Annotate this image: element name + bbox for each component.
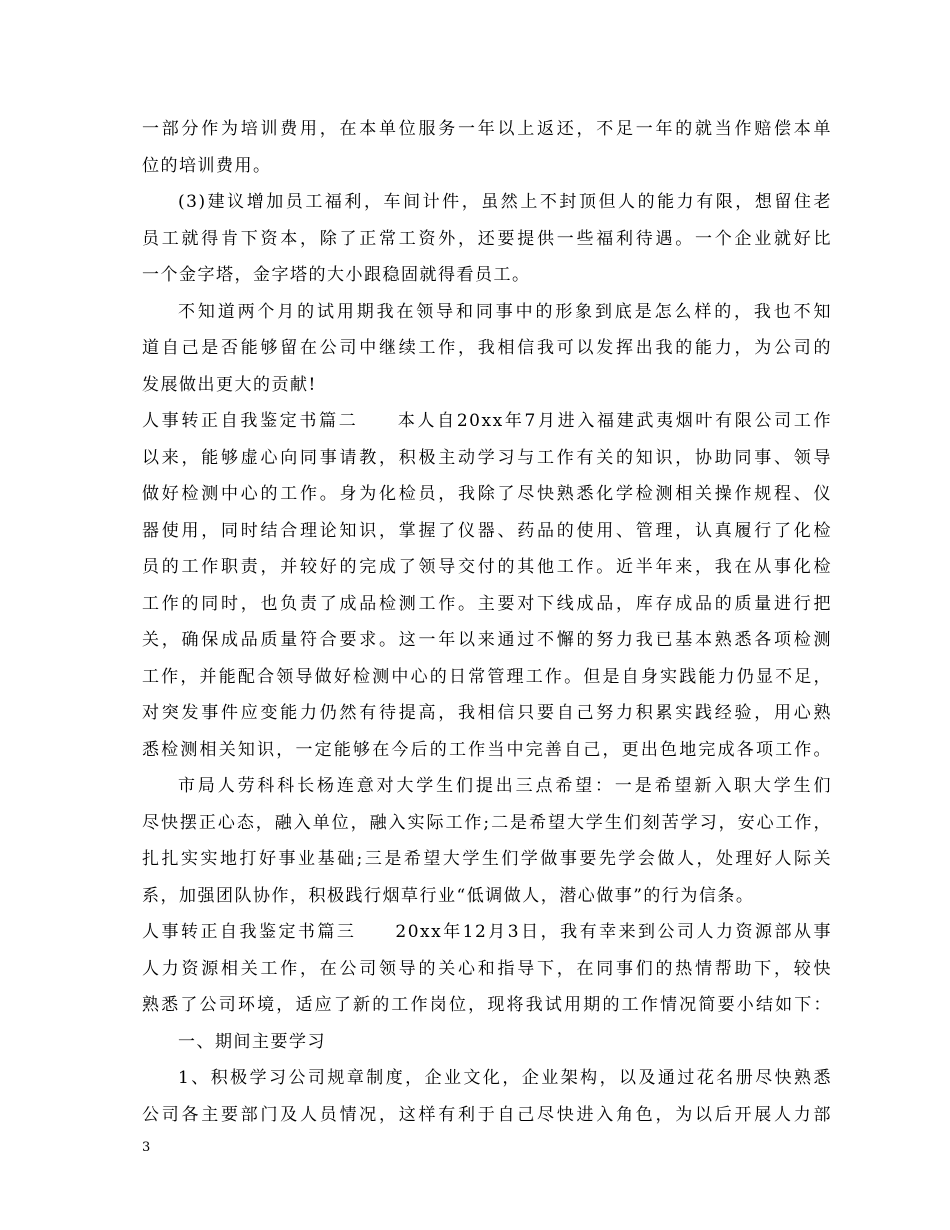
text-line: 1、积极学习公司规章制度，企业文化，企业架构，以及通过花名册尽快熟悉 xyxy=(178,1068,832,1088)
text-line: 一部分作为培训费用，在本单位服务一年以上返还，不足一年的就当作赔偿本单 xyxy=(142,119,832,139)
text-line: 做好检测中心的工作。身为化检员，我除了尽快熟悉化学检测相关操作规程、仪 xyxy=(142,484,832,504)
text-line: 公司各主要部门及人员情况，这样有利于自己尽快进入角色，为以后开展人力部 xyxy=(142,1105,832,1125)
text-line: 工作的同时，也负责了成品检测工作。主要对下线成品，库存成品的质量进行把 xyxy=(142,594,832,614)
text-line: 熟悉了公司环境，适应了新的工作岗位，现将我试用期的工作情况简要小结如下： xyxy=(142,995,832,1015)
text-line: 系，加强团队协作，积极践行烟草行业“低调做人，潜心做事”的行为信条。 xyxy=(142,886,755,906)
text-line: 器使用，同时结合理论知识，掌握了仪器、药品的使用、管理，认真履行了化检 xyxy=(142,521,832,541)
text-line: 关，确保成品质量符合要求。这一年以来通过不懈的努力我已基本熟悉各项检测 xyxy=(142,630,832,650)
text-line: 一、期间主要学习 xyxy=(178,1032,326,1052)
page-number: 3 xyxy=(142,1140,151,1155)
text-line: 员工就得肯下资本，除了正常工资外，还要提供一些福利待遇。一个企业就好比 xyxy=(142,229,832,249)
text-line: 不知道两个月的试用期我在领导和同事中的形象到底是怎么样的，我也不知 xyxy=(178,302,832,322)
text-line: 市局人劳科科长杨连意对大学生们提出三点希望：一是希望新入职大学生们 xyxy=(178,776,832,796)
text-line: 悉检测相关知识，一定能够在今后的工作当中完善自己，更出色地完成各项工作。 xyxy=(142,740,832,760)
text-line: (3)建议增加员工福利，车间计件，虽然上不封顶但人的能力有限，想留住老 xyxy=(178,192,832,212)
section-heading-line: 人事转正自我鉴定书篇二 本人自20xx年7月进入福建武夷烟叶有限公司工作 xyxy=(142,411,832,431)
text-line: 道自己是否能够留在公司中继续工作，我相信我可以发挥出我的能力，为公司的 xyxy=(142,338,832,358)
section-heading-line: 人事转正自我鉴定书篇三 20xx年12月3日，我有幸来到公司人力资源部从事 xyxy=(142,922,832,942)
text-line: 对突发事件应变能力仍然有待提高，我相信只要自己努力积累实践经验，用心熟 xyxy=(142,703,832,723)
text-line: 一个金字塔，金字塔的大小跟稳固就得看员工。 xyxy=(142,265,531,285)
text-line: 以来，能够虚心向同事请教，积极主动学习与工作有关的知识，协助同事、领导 xyxy=(142,448,832,468)
text-line: 发展做出更大的贡献! xyxy=(142,375,317,395)
text-line: 尽快摆正心态，融入单位，融入实际工作;二是希望大学生们刻苦学习，安心工作， xyxy=(142,813,832,833)
text-line: 工作，并能配合领导做好检测中心的日常管理工作。但是自身实践能力仍显不足， xyxy=(142,667,832,687)
text-line: 位的培训费用。 xyxy=(142,156,272,176)
text-line: 员的工作职责，并较好的完成了领导交付的其他工作。近半年来，我在从事化检 xyxy=(142,557,832,577)
text-line: 人力资源相关工作，在公司领导的关心和指导下，在同事们的热情帮助下，较快 xyxy=(142,959,832,979)
text-line: 扎扎实实地打好事业基础;三是希望大学生们学做事要先学会做人，处理好人际关 xyxy=(142,849,832,869)
